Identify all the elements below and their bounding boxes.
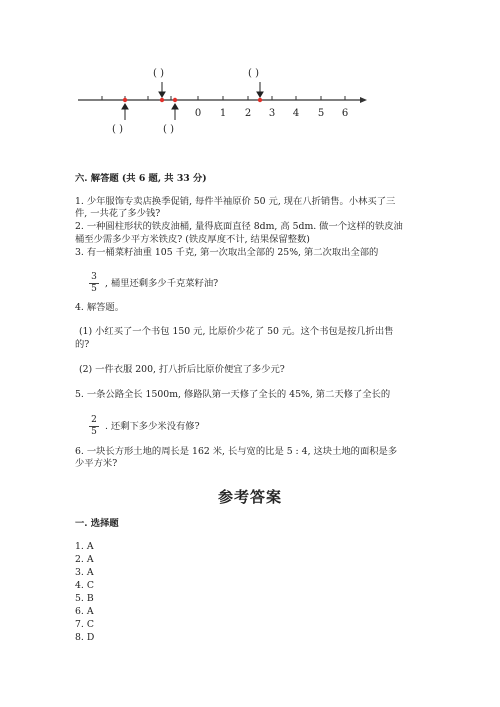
question-4-heading: 4. 解答题。 xyxy=(75,302,125,313)
tick-label-2: 2 xyxy=(244,108,252,119)
question-1-line-2: 件, 一共花了多少钱? xyxy=(75,208,161,219)
blank-top-right: ( ) xyxy=(248,68,259,79)
answer-item-7: 7. C xyxy=(75,619,94,630)
answers-title: 参考答案 xyxy=(217,488,282,506)
question-3-fraction xyxy=(87,272,101,295)
marker-point-b xyxy=(160,98,164,102)
question-5-line-1: 5. 一条公路全长 1500m, 修路队第一天修了全长的 45%, 第二天修了全长的 xyxy=(75,389,391,400)
question-3-line-2: , 桶里还剩多少千克菜籽油? xyxy=(105,278,219,289)
marker-point-c xyxy=(173,98,177,102)
section-6-heading: 六. 解答题 (共 6 题, 共 33 分) xyxy=(75,173,207,184)
answer-item-1: 1. A xyxy=(75,541,94,552)
question-5-fraction-numerator: 2 xyxy=(91,415,97,425)
tick-label-0: 0 xyxy=(194,108,202,119)
question-5-line-2: . 还剩下多少米没有修? xyxy=(105,421,200,432)
blank-bottom-right: ( ) xyxy=(163,124,174,135)
question-5-fraction xyxy=(87,415,101,438)
tick-label-5: 5 xyxy=(317,108,325,119)
answer-item-5: 5. B xyxy=(75,593,94,604)
question-2-line-1: 2. 一种圆柱形状的铁皮油桶, 量得底面直径 8dm, 高 5dm. 做一个这样的铁皮油 xyxy=(75,221,403,232)
question-4a-line-1: (1) 小红买了一个书包 150 元, 比原价少花了 50 元。这个书包是按几折出售 xyxy=(79,326,394,337)
question-6-line-2: 少平方米? xyxy=(75,458,118,469)
down-arrow-icons xyxy=(159,82,263,97)
question-1-line-1: 1. 少年服饰专卖店换季促销, 每件半袖原价 50 元, 现在八折销售。小林买了三 xyxy=(75,196,396,207)
marker-point-a xyxy=(123,98,127,102)
answer-item-2: 2. A xyxy=(75,554,94,565)
tick-label-1: 1 xyxy=(219,108,227,119)
question-6-line-1: 6. 一块长方形土地的周长是 162 米, 长与宽的比是 5 : 4, 这块土地的面积是多 xyxy=(75,446,398,457)
question-3-fraction-numerator: 3 xyxy=(91,272,97,282)
number-line-figure xyxy=(70,62,370,144)
tick-label-3: 3 xyxy=(268,108,276,119)
blank-bottom-left: ( ) xyxy=(112,124,123,135)
blank-top-left: ( ) xyxy=(153,68,164,79)
answer-item-4: 4. C xyxy=(75,580,94,591)
question-5-fraction-denominator: 5 xyxy=(91,427,97,437)
question-2-line-2: 桶至少需多少平方米铁皮? (铁皮厚度不计, 结果保留整数) xyxy=(75,234,310,245)
tick-label-4: 4 xyxy=(292,108,300,119)
answers-section-1-heading: 一. 选择题 xyxy=(75,518,119,529)
up-arrow-icons xyxy=(122,104,178,120)
tick-label-6: 6 xyxy=(341,108,349,119)
number-line-arrowhead xyxy=(360,97,367,103)
question-3-line-1: 3. 有一桶菜籽油重 105 千克, 第一次取出全部的 25%, 第二次取出全部的 xyxy=(75,247,379,258)
question-4b: (2) 一件衣服 200, 打八折后比原价便宜了多少元? xyxy=(79,364,285,375)
answer-item-6: 6. A xyxy=(75,606,94,617)
answer-item-3: 3. A xyxy=(75,567,94,578)
answer-item-8: 8. D xyxy=(75,632,95,643)
marker-point-d xyxy=(258,98,262,102)
question-3-fraction-denominator: 5 xyxy=(91,284,97,294)
question-4a-line-2: 的? xyxy=(75,339,90,350)
